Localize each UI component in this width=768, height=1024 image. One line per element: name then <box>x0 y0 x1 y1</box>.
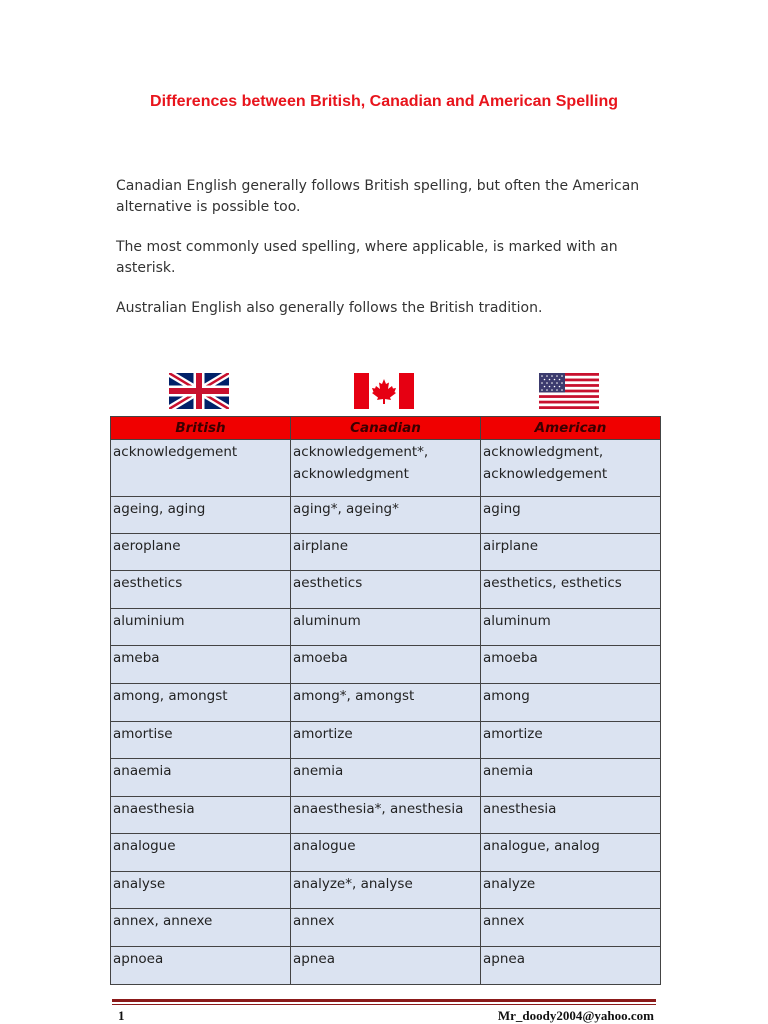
cell-british: annex, annexe <box>111 909 291 947</box>
cell-british: anaemia <box>111 759 291 797</box>
cell-british: among, amongst <box>111 684 291 722</box>
cell-american: amoeba <box>481 646 661 684</box>
cell-british: analyse <box>111 872 291 909</box>
cell-american: anesthesia <box>481 797 661 834</box>
table-row <box>111 797 661 834</box>
cell-american: aging <box>481 497 661 534</box>
cell-british: ageing, aging <box>111 497 291 534</box>
cell-american: apnea <box>481 947 661 985</box>
cell-american: annex <box>481 909 661 947</box>
cell-canadian: anemia <box>291 759 481 797</box>
cell-canadian: analyze*, analyse <box>291 872 481 909</box>
cell-american: aluminum <box>481 609 661 646</box>
table-row <box>111 872 661 909</box>
cell-canadian: amortize <box>291 722 481 759</box>
cell-british: ameba <box>111 646 291 684</box>
table-row <box>111 609 661 646</box>
uk-flag-icon <box>169 373 229 409</box>
cell-canadian: acknowledgement*, acknowledgment <box>291 440 481 497</box>
footer-rule <box>112 999 656 1002</box>
table-row <box>111 684 661 722</box>
table-row <box>111 440 661 497</box>
cell-canadian: aging*, ageing* <box>291 497 481 534</box>
cell-british: aeroplane <box>111 534 291 571</box>
cell-american: among <box>481 684 661 722</box>
cell-canadian: airplane <box>291 534 481 571</box>
cell-british: anaesthesia <box>111 797 291 834</box>
table-row <box>111 909 661 947</box>
table-row <box>111 534 661 571</box>
cell-canadian: aluminum <box>291 609 481 646</box>
cell-canadian: annex <box>291 909 481 947</box>
document-title: Differences between British, Canadian and American Spelling <box>150 93 618 110</box>
footer-email: Mr_doody2004@yahoo.com <box>497 1008 654 1023</box>
cell-british: acknowledgement <box>111 440 291 497</box>
spelling-table <box>110 416 661 985</box>
table-body <box>111 440 661 985</box>
usa-flag-icon <box>539 373 599 409</box>
cell-british: apnoea <box>111 947 291 985</box>
cell-canadian: amoeba <box>291 646 481 684</box>
cell-british: analogue <box>111 834 291 872</box>
table-header-row <box>111 417 661 440</box>
cell-british: aesthetics <box>111 571 291 609</box>
header-british: British <box>111 417 291 440</box>
cell-american: analogue, analog <box>481 834 661 872</box>
table-row <box>111 947 661 985</box>
cell-british: amortise <box>111 722 291 759</box>
cell-american: aesthetics, esthetics <box>481 571 661 609</box>
intro-paragraph-3: Australian English also generally follows the British tradition. <box>116 300 543 316</box>
cell-canadian: aesthetics <box>291 571 481 609</box>
table-row <box>111 834 661 872</box>
cell-canadian: anaesthesia*, anesthesia <box>291 797 481 834</box>
intro-paragraph-2: The most commonly used spelling, where applicable, is marked with an asterisk. <box>116 239 618 276</box>
table-row <box>111 646 661 684</box>
canada-flag-icon <box>354 373 414 409</box>
header-canadian: Canadian <box>291 417 481 440</box>
header-american: American <box>481 417 661 440</box>
cell-american: acknowledgment, acknowledgement <box>481 440 661 497</box>
table-row <box>111 571 661 609</box>
intro-paragraph-1: Canadian English generally follows British spelling, but often the American alternative is possible too. <box>116 178 640 215</box>
table-row <box>111 497 661 534</box>
cell-american: amortize <box>481 722 661 759</box>
table-row <box>111 722 661 759</box>
footer-rule-thin <box>112 1004 656 1005</box>
cell-canadian: apnea <box>291 947 481 985</box>
cell-canadian: analogue <box>291 834 481 872</box>
cell-american: analyze <box>481 872 661 909</box>
cell-american: airplane <box>481 534 661 571</box>
page-number: 1 <box>118 1008 125 1023</box>
cell-american: anemia <box>481 759 661 797</box>
cell-british: aluminium <box>111 609 291 646</box>
cell-canadian: among*, amongst <box>291 684 481 722</box>
table-row <box>111 759 661 797</box>
